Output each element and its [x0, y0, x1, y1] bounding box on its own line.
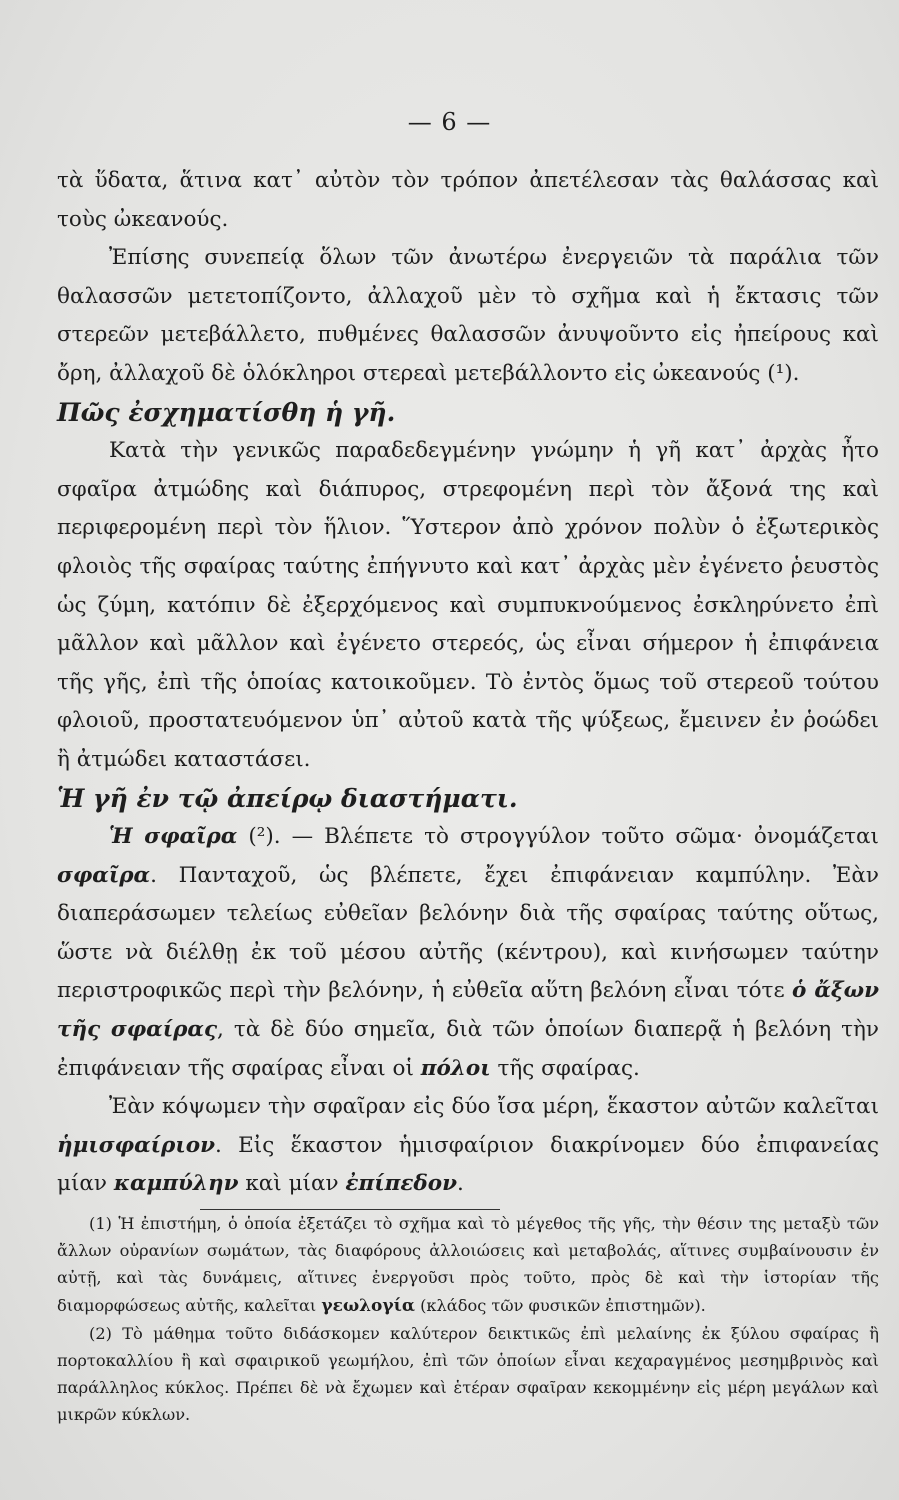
term-hemisphere: ἡμισφαίριον — [57, 1132, 215, 1158]
hemisphere-text-2: . Εἰς ἕκαστον ἡμισφαίριον διακρίνομεν δύο ἐπιφανείας μίαν — [57, 1132, 879, 1197]
paragraph-hemisphere — [57, 1088, 879, 1204]
footnote-2: (2) Τὸ μάθημα τοῦτο διδάσκομεν καλύτερον δεικτικῶς ἐπὶ μελαίνης ἐκ ξύλου σφαίρας ἢ πορτοκαλλίου ἢ καὶ σφαιρικοῦ γεωμήλου, ἐπὶ τῶν ὁποίων εἶναι κεχαραγμένος μεσημβρινὸς καὶ παράλληλος κύκλος. Πρέπει δὲ νὰ ἔχωμεν καὶ ἑτέραν σφαῖραν κεκομμένην εἰς μέρη μεγάλων καὶ μικρῶν κύκλων. — [57, 1323, 879, 1425]
footnote-1 — [57, 1210, 879, 1320]
sphere-text-2: . Πανταχοῦ, ὡς βλέπετε, ἔχει ἐπιφάνειαν καμπύλην. Ἐὰν διαπεράσωμεν τελείως εὐθεῖαν βελόνην διὰ τῆς σφαίρας ταύτης οὕτως, ὥστε νὰ διέλθῃ ἐκ τοῦ μέσου αὐτῆς (κέντρου), καὶ κινήσωμεν ταύτην περιστροφικῶς περὶ τὴν βελόνην, ἡ εὐθεῖα αὕτη βελόνη εἶναι τότε — [57, 862, 879, 1004]
heading-earth-in-space: Ἡ γῆ ἐν τῷ ἀπείρῳ διαστήματι. — [57, 783, 518, 813]
sphere-text-1: — Βλέπετε τὸ στρογγύλον τοῦτο σῶμα· ὀνομάζεται — [280, 824, 879, 850]
term-sphere: σφαῖρα — [57, 862, 151, 888]
heading-earth-formation: Πῶς ἐσχηματίσθη ἡ γῆ. — [57, 397, 396, 427]
paragraph-waters: τὰ ὕδατα, ἅτινα κατ᾽ αὐτὸν τὸν τρόπον ἀπετέλεσαν τὰς θαλάσσας καὶ τοὺς ὠκεανούς. — [57, 168, 879, 232]
sphere-lead-term: Ἡ σφαῖρα — [109, 824, 238, 850]
footnotes — [57, 1210, 879, 1429]
paragraph-coastlines: Ἐπίσης συνεπείᾳ ὅλων τῶν ἀνωτέρω ἐνεργειῶν τὰ παράλια τῶν θαλασσῶν μετετοπίζοντο, ἀλλαχοῦ μὲν τὸ σχῆμα καὶ ἡ ἔκτασις τῶν στερεῶν μετεβάλλετο, πυθμένες θαλασσῶν ἀνυψοῦντο εἰς ἠπείρους καὶ ὄρη, ἀλλαχοῦ δὲ ὁλόκληροι στερεαὶ μετεβάλλοντο εἰς ὠκεανούς (¹). — [57, 245, 879, 386]
hemisphere-text-1: Ἐὰν κόψωμεν τὴν σφαῖραν εἰς δύο ἴσα μέρη, ἕκαστον αὐτῶν καλεῖται — [109, 1094, 879, 1120]
term-geology: γεωλογία — [321, 1295, 415, 1316]
hemisphere-text-4: . — [457, 1171, 464, 1197]
term-curved: καμπύλην — [113, 1171, 239, 1197]
page-number: — 6 — — [407, 108, 492, 136]
term-flat: ἐπίπεδον — [345, 1171, 458, 1197]
sphere-text-4: τῆς σφαίρας. — [490, 1055, 640, 1081]
footnote-ref-2: (²). — [248, 824, 281, 850]
sphere-text-3: , τὰ δὲ δύο σημεῖα, διὰ τῶν ὁποίων διαπερᾷ ἡ βελόνη τὴν ἐπιφάνειαν τῆς σφαίρας εἶναι οἱ — [57, 1017, 879, 1081]
footnote-1-text-b: (κλάδος τῶν φυσικῶν ἐπιστημῶν). — [414, 1295, 706, 1315]
footnote-1-text-a: (1) Ἡ ἐπιστήμη, ὁ ὁποία ἐξετάζει τὸ σχῆμα καὶ τὸ μέγεθος τῆς γῆς, τὴν θέσιν της μεταξὺ τῶν ἄλλων οὐρανίων σωμάτων, τὰς διαφόρους ἀλλοιώσεις καὶ μεταβολάς, αἵτινες συμβαίνουσιν ἐν αὐτῇ, καὶ τὰς δυνάμεις, αἵτινες ἐνεργοῦσι πρὸς τοῦτο, πρὸς δὲ καὶ τὴν ἱστορίαν τῆς διαμορφώσεως αὐτῆς, καλεῖται — [57, 1214, 879, 1315]
hemisphere-text-3: καὶ μίαν — [238, 1171, 346, 1197]
paragraph-sphere — [57, 818, 879, 1088]
term-poles: πόλοι — [420, 1055, 491, 1081]
paragraph-earth-formation: Κατὰ τὴν γενικῶς παραδεδεγμένην γνώμην ἡ γῆ κατ᾽ ἀρχὰς ἦτο σφαῖρα ἀτμώδης καὶ διάπυρος, στρεφομένη περὶ τὸν ἄξονά της καὶ περιφερομένη περὶ τὸν ἥλιον. Ὕστερον ἀπὸ χρόνον πολὺν ὁ ἐξωτερικὸς φλοιὸς τῆς σφαίρας ταύτης ἐπήγνυτο καὶ κατ᾽ ἀρχὰς μὲν ἐγένετο ῥευστὸς ὡς ζύμη, κατόπιν δὲ ἐξερχόμενος καὶ συμπυκνούμενος ἐσκληρύνετο ἐπὶ μᾶλλον καὶ μᾶλλον καὶ ἐγένετο στερεός, ὡς εἶναι σήμερον ἡ ἐπιφάνεια τῆς γῆς, ἐπὶ τῆς ὁποίας κατοικοῦμεν. Τὸ ἐντὸς ὅμως τοῦ στερεοῦ τούτου φλοιοῦ, προστατευόμενον ὑπ᾽ αὐτοῦ κατὰ τῆς ψύξεως, ἔμεινεν ἐν ῥοώδει ἢ ἀτμώδει καταστάσει. — [57, 438, 879, 772]
main-text — [57, 162, 879, 1204]
term-axis: ὁ ἄξων τῆς σφαίρας — [57, 978, 879, 1043]
